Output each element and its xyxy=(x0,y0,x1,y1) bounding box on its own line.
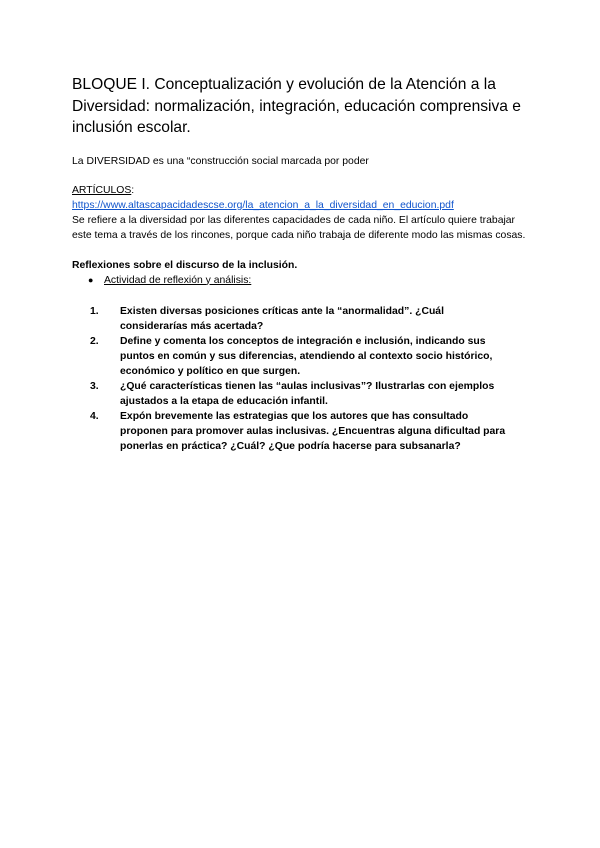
document-title: BLOQUE I. Conceptualización y evolución de la Atención a la Diversidad: normalización, integración, educación comprensiva e inclusión escolar. xyxy=(72,76,521,136)
question-item xyxy=(72,304,532,334)
articles-label-colon: : xyxy=(131,184,135,196)
question-number: 3. xyxy=(90,380,99,392)
question-item xyxy=(72,409,532,454)
question-number: 1. xyxy=(90,305,99,317)
diversity-statement: La DIVERSIDAD es una “construcción social marcada por poder xyxy=(72,155,369,167)
question-number: 2. xyxy=(90,335,99,347)
articles-label-row xyxy=(72,183,532,198)
document-content xyxy=(72,74,532,454)
bullet-item-text: Actividad de reflexión y análisis: xyxy=(104,274,252,286)
article-link[interactable]: https://www.altascapacidadescse.org/la_atencion_a_la_diversidad_en_educion.pdf xyxy=(72,199,454,211)
question-text: Expón brevemente las estrategias que los autores que has consultado proponen para promover aulas inclusivas. ¿Encuentras alguna dificultad para ponerlas en práctica? ¿Cuál? ¿Que podría hacerse para subsanarla? xyxy=(120,410,506,452)
bullet-icon: ● xyxy=(88,274,94,285)
question-item xyxy=(72,379,532,409)
reflections-heading: Reflexiones sobre el discurso de la inclusión. xyxy=(72,259,298,271)
question-text: ¿Qué características tienen las “aulas inclusivas”? Ilustrarlas con ejemplos ajustados a la etapa de educación infantil. xyxy=(120,380,495,407)
question-item xyxy=(72,334,532,379)
articles-section xyxy=(72,183,532,243)
articles-label: ARTÍCULOS xyxy=(72,184,132,196)
bullet-item xyxy=(72,273,532,288)
questions-list xyxy=(72,304,532,454)
question-text: Existen diversas posiciones críticas ante la “anormalidad”. ¿Cuál considerarías más acertada? xyxy=(120,305,444,332)
article-description: Se refiere a la diversidad por las diferentes capacidades de cada niño. El artículo quiere trabajar este tema a través de los rincones, porque cada niño trabaja de diferente modo las mismas cosas. xyxy=(72,214,526,241)
question-text: Define y comenta los conceptos de integración e inclusión, indicando sus puntos en común y sus diferencias, atendiendo al contexto socio histórico, económico y político en que surgen. xyxy=(120,335,493,377)
question-number: 4. xyxy=(90,410,99,422)
